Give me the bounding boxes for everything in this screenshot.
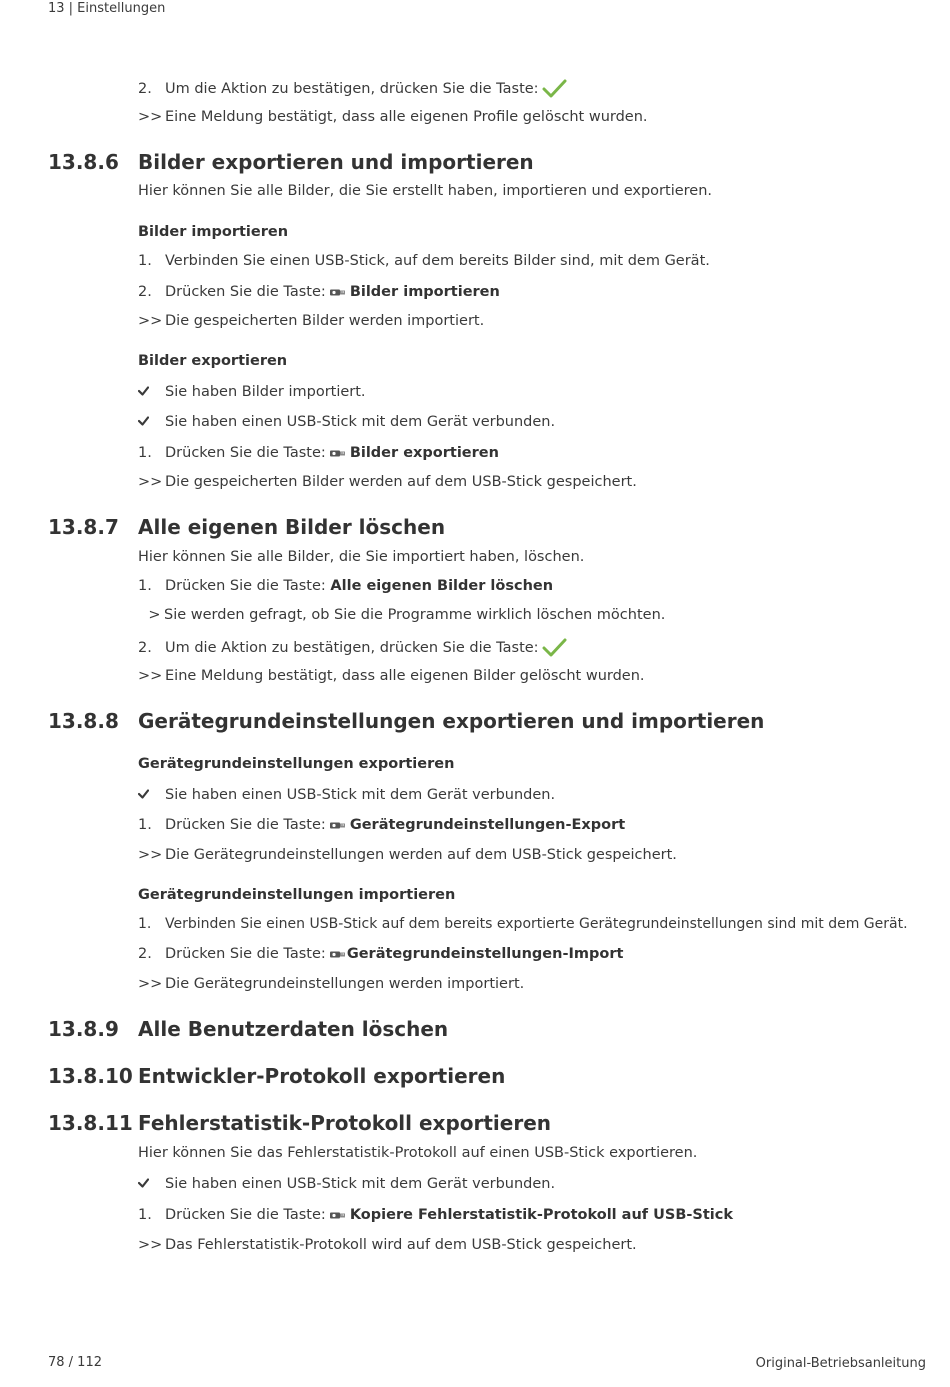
result: >> Die gespeicherten Bilder werden auf dem USB-Stick gespeichert.: [138, 474, 637, 490]
intermediate-result: > Sie werden gefragt, ob Sie die Programme wirklich löschen möchten.: [148, 607, 666, 623]
usb-key-icon: [329, 448, 346, 459]
green-check-icon: [542, 638, 567, 658]
subsection-title: Gerätegrundeinstellungen importieren: [138, 887, 456, 903]
section-intro: Hier können Sie alle Bilder, die Sie importiert haben, löschen.: [138, 549, 585, 565]
key-label: Bilder importieren: [349, 284, 500, 300]
step: 2. Um die Aktion zu bestätigen, drücken Sie die Taste:: [138, 638, 567, 658]
section-title: Bilder exportieren und importieren: [138, 150, 534, 174]
subsection-title: Gerätegrundeinstellungen exportieren: [138, 756, 455, 772]
section-title: Alle eigenen Bilder löschen: [138, 515, 446, 539]
green-check-icon: [542, 79, 567, 99]
step: 2. Drücken Sie die Taste: Gerätegrundeinstellungen-Import: [138, 946, 624, 962]
key-label: Gerätegrundeinstellungen-Import: [346, 946, 624, 962]
precondition: Sie haben einen USB-Stick mit dem Gerät verbunden.: [138, 786, 555, 804]
precondition: Sie haben einen USB-Stick mit dem Gerät verbunden.: [138, 413, 555, 431]
result-profiles-deleted: >> Eine Meldung bestätigt, dass alle eigenen Profile gelöscht wurden.: [138, 109, 648, 125]
usb-key-icon: [329, 949, 346, 960]
section-number: 13.8.9: [48, 1017, 119, 1041]
precondition: Sie haben einen USB-Stick mit dem Gerät verbunden.: [138, 1175, 555, 1193]
step: 1. Drücken Sie die Taste: Alle eigenen Bilder löschen: [138, 578, 554, 594]
step: 1. Drücken Sie die Taste: Gerätegrundeinstellungen-Export: [138, 817, 626, 833]
key-label: Gerätegrundeinstellungen-Export: [349, 817, 626, 833]
key-label: Alle eigenen Bilder löschen: [330, 578, 554, 594]
subsection-title: Bilder exportieren: [138, 353, 288, 369]
section-number: 13.8.6: [48, 150, 119, 174]
tick-icon: [138, 386, 149, 396]
result: >> Die Gerätegrundeinstellungen werden auf dem USB-Stick gespeichert.: [138, 847, 677, 863]
result: >> Eine Meldung bestätigt, dass alle eigenen Bilder gelöscht wurden.: [138, 668, 645, 684]
section-number: 13.8.7: [48, 515, 119, 539]
step: 1. Drücken Sie die Taste: Kopiere Fehlerstatistik-Protokoll auf USB-Stick: [138, 1207, 734, 1223]
tick-icon: [138, 416, 149, 426]
document-title: Original-Betriebsanleitung: [755, 1356, 926, 1371]
tick-icon: [138, 1178, 149, 1188]
step: 1. Verbinden Sie einen USB-Stick, auf dem bereits Bilder sind, mit dem Gerät.: [138, 253, 710, 269]
step-confirm-profiles: 2. Um die Aktion zu bestätigen, drücken Sie die Taste:: [138, 79, 567, 99]
section-intro: Hier können Sie das Fehlerstatistik-Protokoll auf einen USB-Stick exportieren.: [138, 1145, 698, 1161]
subsection-title: Bilder importieren: [138, 224, 289, 240]
step: 1. Verbinden Sie einen USB-Stick auf dem bereits exportierte Gerätegrundeinstellungen sind mit dem Gerät.: [138, 916, 908, 932]
usb-key-icon: [329, 820, 346, 831]
step: 2. Drücken Sie die Taste: Bilder importieren: [138, 284, 500, 300]
section-title: Alle Benutzerdaten löschen: [138, 1017, 449, 1041]
usb-key-icon: [329, 287, 346, 298]
running-header: 13 | Einstellungen: [48, 1, 166, 16]
section-title: Fehlerstatistik-Protokoll exportieren: [138, 1111, 552, 1135]
section-number: 13.8.11: [48, 1111, 133, 1135]
section-intro: Hier können Sie alle Bilder, die Sie erstellt haben, importieren und exportieren.: [138, 183, 713, 199]
key-label: Bilder exportieren: [349, 445, 499, 461]
key-label: Kopiere Fehlerstatistik-Protokoll auf USB-Stick: [349, 1207, 734, 1223]
section-number: 13.8.8: [48, 709, 119, 733]
result: >> Die gespeicherten Bilder werden importiert.: [138, 313, 485, 329]
tick-icon: [138, 789, 149, 799]
precondition: Sie haben Bilder importiert.: [138, 383, 366, 401]
result: >> Das Fehlerstatistik-Protokoll wird auf dem USB-Stick gespeichert.: [138, 1237, 637, 1253]
section-title: Gerätegrundeinstellungen exportieren und importieren: [138, 709, 765, 733]
result: >> Die Gerätegrundeinstellungen werden importiert.: [138, 976, 525, 992]
usb-key-icon: [329, 1210, 346, 1221]
page-number: 78 / 112: [48, 1355, 102, 1370]
section-title: Entwickler-Protokoll exportieren: [138, 1064, 506, 1088]
section-number: 13.8.10: [48, 1064, 133, 1088]
step: 1. Drücken Sie die Taste: Bilder exportieren: [138, 445, 499, 461]
